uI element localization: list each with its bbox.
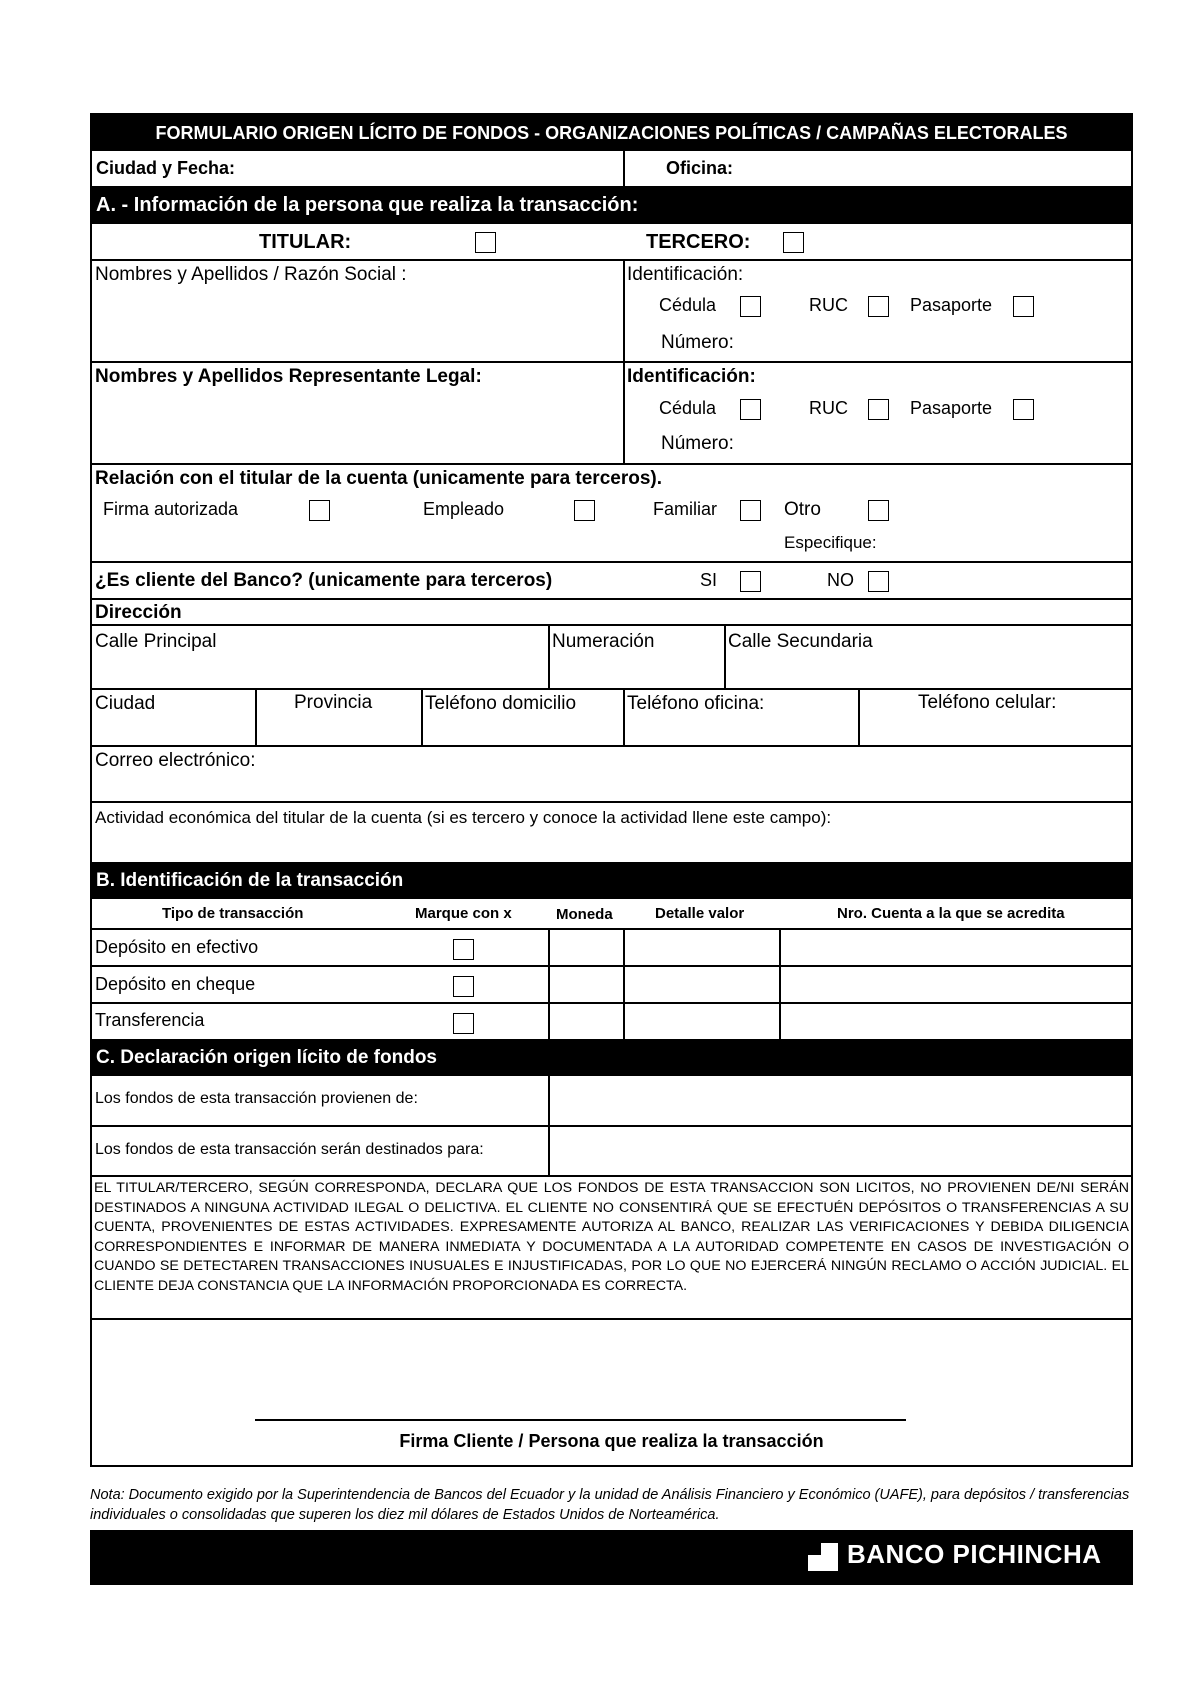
familiar-checkbox[interactable] <box>740 500 761 521</box>
row-label-cheque: Depósito en cheque <box>95 974 256 994</box>
otro-label: Otro <box>784 499 821 520</box>
calle-secundaria-label: Calle Secundaria <box>728 631 873 652</box>
origin-row <box>90 1076 1133 1127</box>
tercero-checkbox[interactable] <box>783 232 804 253</box>
actividad-label: Actividad económica del titular de la cuenta (si es tercero y conoce la actividad llene este campo): <box>95 808 832 827</box>
form-title: FORMULARIO ORIGEN LÍCITO DE FONDOS - ORGANIZACIONES POLÍTICAS / CAMPAÑAS ELECTORALES <box>155 123 1068 143</box>
no-checkbox[interactable] <box>868 571 889 592</box>
efectivo-checkbox[interactable] <box>453 939 474 960</box>
empleado-label: Empleado <box>423 499 505 519</box>
direccion-row <box>90 600 1133 626</box>
legal-rep-label: Nombres y Apellidos Representante Legal: <box>95 366 482 387</box>
destination-label: Los fondos de esta transacción serán destinados para: <box>95 1141 484 1158</box>
numero-label: Número: <box>661 332 734 353</box>
row-label-efectivo: Depósito en efectivo <box>95 937 259 957</box>
cedula-checkbox[interactable] <box>740 296 761 317</box>
section-b-title: B. Identificación de la transacción <box>96 870 404 891</box>
form-title-bar <box>90 113 1133 151</box>
rep-cedula-label: Cédula <box>659 398 717 418</box>
cheque-checkbox[interactable] <box>453 976 474 997</box>
col-detalle: Detalle valor <box>655 905 745 922</box>
signature-row <box>90 1320 1133 1467</box>
tel-celular-label: Teléfono celular: <box>918 692 1057 713</box>
footer-bar <box>90 1530 1133 1585</box>
destination-row <box>90 1127 1133 1177</box>
client-question-row <box>90 563 1133 600</box>
relation-row <box>90 465 1133 563</box>
signature-label: Firma Cliente / Persona que realiza la transacción <box>399 1431 824 1451</box>
rep-numero-label: Número: <box>661 433 734 454</box>
relation-label: Relación con el titular de la cuenta (unicamente para terceros). <box>95 468 663 489</box>
titular-checkbox[interactable] <box>475 232 496 253</box>
phones-row <box>90 690 1133 747</box>
table-row <box>90 930 1133 967</box>
tercero-label: TERCERO: <box>646 231 751 253</box>
section-a-title: A. - Información de la persona que realiza la transacción: <box>96 194 639 216</box>
provincia-label: Provincia <box>294 692 373 713</box>
declaration-text: EL TITULAR/TERCERO, SEGÚN CORRESPONDA, DECLARA QUE LOS FONDOS DE ESTA TRANSACCION SON LICITOS, NO PROVIENEN DE/NI SERÁN DESTINADOS A NINGUNA ACTIVIDAD ILEGAL O DELICTIVA. EL CLIENTE NO CONSENTIRÁ QUE SE EFECTUÉN DEPÓSITOS O TRANSFERENCIAS A SU CUENTA, PROVENIENTES DE ESTAS ACTIVIDADES. EXPRESAMENTE AUTORIZA AL BANCO, REALIZAR LAS VERIFICACIONES Y DEBIDA DILIGENCIA CORRESPONDIENTES E INFORMAR DE MANERA INMEDIATA Y DOCUMENTADA A LA AUTORIDAD COMPETENTE EN CASOS DE INVESTIGACIÓN O CUANDO SE DETECTAREN TRANSACCIONES INUSUALES E INJUSTIFICADAS, POR LO QUE NO EJERCERÁ NINGÚN RECLAMO O ACCIÓN JUDICIAL. EL CLIENTE DEJA CONSTANCIA QUE LA INFORMACIÓN PROPORCIONADA ES CORRECTA. <box>90 1177 1133 1320</box>
col-tipo: Tipo de transacción <box>162 905 304 922</box>
section-c-title: C. Declaración origen lícito de fondos <box>96 1047 437 1068</box>
email-row <box>90 747 1133 803</box>
col-cuenta: Nro. Cuenta a la que se acredita <box>837 905 1065 922</box>
holder-names-label: Nombres y Apellidos / Razón Social : <box>95 264 407 285</box>
rep-pasaporte-checkbox[interactable] <box>1013 399 1034 420</box>
legal-rep-row <box>90 363 1133 465</box>
section-b-header <box>90 864 1133 899</box>
si-label: SI <box>700 570 718 590</box>
transferencia-checkbox[interactable] <box>453 1013 474 1034</box>
ruc-label: RUC <box>809 295 848 315</box>
numeracion-label: Numeración <box>552 631 655 652</box>
rep-identification-label: Identificación: <box>627 366 756 387</box>
correo-label: Correo electrónico: <box>95 750 256 771</box>
bank-logo-icon <box>808 1543 838 1571</box>
identification-label: Identificación: <box>627 264 744 285</box>
firma-checkbox[interactable] <box>309 500 330 521</box>
section-c-header <box>90 1041 1133 1076</box>
office-label: Oficina: <box>666 158 734 178</box>
pasaporte-label: Pasaporte <box>910 295 993 315</box>
tel-domicilio-label: Teléfono domicilio <box>425 693 577 714</box>
no-label: NO <box>827 570 854 590</box>
street-row <box>90 626 1133 690</box>
transaction-header-row <box>90 899 1133 930</box>
cedula-label: Cédula <box>659 295 717 315</box>
table-row <box>90 967 1133 1004</box>
client-question-label: ¿Es cliente del Banco? (unicamente para terceros) <box>95 570 553 591</box>
activity-row <box>90 803 1133 864</box>
ruc-checkbox[interactable] <box>868 296 889 317</box>
especifique-label: Especifique: <box>784 533 877 552</box>
empleado-checkbox[interactable] <box>574 500 595 521</box>
col-moneda: Moneda <box>556 906 613 923</box>
col-marque: Marque con x <box>415 905 512 922</box>
titular-tercero-row <box>90 224 1133 261</box>
titular-label: TITULAR: <box>259 231 352 253</box>
origin-label: Los fondos de esta transacción provienen de: <box>95 1090 418 1107</box>
rep-cedula-checkbox[interactable] <box>740 399 761 420</box>
section-a-header <box>90 188 1133 224</box>
si-checkbox[interactable] <box>740 571 761 592</box>
tel-oficina-label: Teléfono oficina: <box>627 693 765 714</box>
firma-label: Firma autorizada <box>103 499 239 519</box>
otro-checkbox[interactable] <box>868 500 889 521</box>
table-row <box>90 1004 1133 1041</box>
holder-identification-row <box>90 261 1133 363</box>
rep-ruc-checkbox[interactable] <box>868 399 889 420</box>
origin-funds-form <box>90 113 1133 1467</box>
city-date-label: Ciudad y Fecha: <box>96 158 236 178</box>
city-date-row <box>90 151 1133 188</box>
row-label-transferencia: Transferencia <box>95 1010 205 1030</box>
rep-ruc-label: RUC <box>809 398 848 418</box>
legal-note: Nota: Documento exigido por la Superintendencia de Bancos del Ecuador y la unidad de Análisis Financiero y Económico (UAFE), para depósitos / transferencias individuales o consolidadas que superen los diez mil dólares de Estados Unidos de Norteamérica. <box>90 1487 1130 1523</box>
rep-pasaporte-label: Pasaporte <box>910 398 993 418</box>
pasaporte-checkbox[interactable] <box>1013 296 1034 317</box>
ciudad-label: Ciudad <box>95 693 156 714</box>
bank-name: BANCO PICHINCHA <box>847 1539 1102 1569</box>
direccion-label: Dirección <box>95 602 182 623</box>
calle-principal-label: Calle Principal <box>95 631 217 652</box>
signature-line <box>255 1419 906 1421</box>
familiar-label: Familiar <box>653 499 718 519</box>
